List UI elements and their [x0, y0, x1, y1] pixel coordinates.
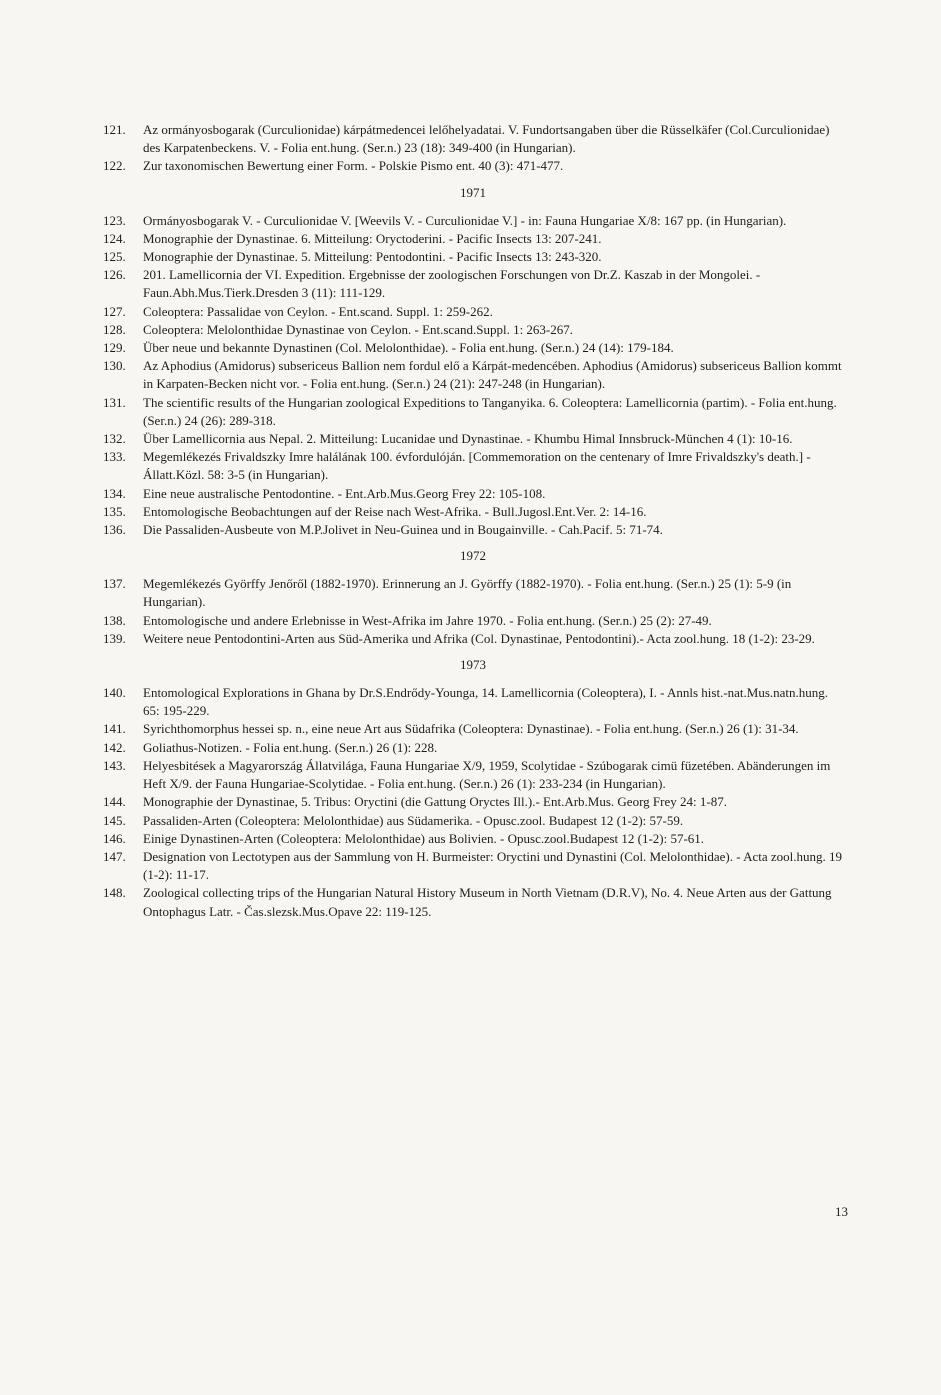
bibliography-entry: [103, 448, 843, 484]
bibliography-entry: [103, 339, 843, 357]
entry-text: Coleoptera: Melolonthidae Dynastinae von Ceylon. - Ent.scand.Suppl. 1: 263-267.: [143, 321, 574, 337]
year-heading: 1973: [460, 657, 486, 673]
entry-text: Az Aphodius (Amidorus) subsericeus Ballion nem fordul elő a Kárpát-medencében. Aphodius (Amidorus) subsericeus Ballion kommt in Karpaten-Becken nicht vor. - Folia ent.hung. (Ser.n.) 24 (21): 247-248 (in Hungarian).: [143, 358, 842, 392]
entry-text: Ormányosbogarak V. - Curculionidae V. [Weevils V. - Curculionidae V.] - in: Fauna Hungariae X/8: 167 pp. (in Hungarian).: [143, 212, 787, 228]
entry-text: The scientific results of the Hungarian zoological Expeditions to Tanganyika. 6. Coleoptera: Lamellicornia (partim). - Folia ent.hung. (Ser.n.) 24 (26): 289-318.: [143, 394, 837, 428]
bibliography-entry: [103, 575, 843, 611]
entry-number: 146.: [103, 830, 126, 846]
entry-text: Designation von Lectotypen aus der Sammlung von H. Burmeister: Oryctini und Dynastini (Col. Melolonthidae). - Acta zool.hung. 19 (1-2): 11-17.: [143, 848, 842, 883]
entry-number: 129.: [103, 340, 126, 356]
bibliography-entry: [103, 212, 843, 230]
entry-text: Monographie der Dynastinae. 5. Mitteilung: Pentodontini. - Pacific Insects 13: 243-320.: [143, 249, 602, 265]
entry-number: 124.: [103, 230, 126, 246]
entry-number: 144.: [103, 794, 126, 810]
entry-number: 140.: [103, 685, 126, 701]
bibliography-entry: [103, 739, 843, 757]
entry-text: Monographie der Dynastinae, 5. Tribus: Oryctini (die Gattung Oryctes Ill.).- Ent.Arb.Mus. Georg Frey 24: 1-87.: [143, 794, 727, 810]
bibliography-entry: [103, 266, 843, 302]
year-heading: 1972: [460, 548, 486, 564]
bibliography-entry: [103, 812, 843, 830]
bibliography-entry: [103, 303, 843, 321]
bibliography-entry: [103, 630, 843, 648]
bibliography-entry: [103, 321, 843, 339]
bibliography-entry: [103, 884, 843, 920]
entry-text: Monographie der Dynastinae. 6. Mitteilung: Oryctoderini. - Pacific Insects 13: 207-241.: [143, 230, 602, 246]
entry-text: Zoological collecting trips of the Hungarian Natural History Museum in North Vietnam (D.R.V), No. 4. Neue Arten aus der Gattung Ontophagus Latr. - Čas.slezsk.Mus.Opave 22: 119-125.: [143, 885, 832, 919]
entry-text: Goliathus-Notizen. - Folia ent.hung. (Ser.n.) 26 (1): 228.: [143, 739, 438, 755]
bibliography-entry: [103, 157, 843, 175]
page-number: 13: [835, 1204, 848, 1219]
bibliography-entry: [103, 720, 843, 738]
entry-number: 126.: [103, 267, 126, 283]
entry-number: 130.: [103, 358, 126, 374]
entry-number: 137.: [103, 576, 126, 592]
entry-number: 133.: [103, 449, 126, 465]
bibliography-list: [103, 121, 843, 921]
entry-number: 122.: [103, 158, 126, 174]
bibliography-entry: [103, 230, 843, 248]
bibliography-entry: [103, 793, 843, 811]
entry-number: 128.: [103, 321, 126, 337]
entry-text: Coleoptera: Passalidae von Ceylon. - Ent.scand. Suppl. 1: 259-262.: [143, 303, 493, 319]
entry-number: 139.: [103, 630, 126, 646]
bibliography-entry: [103, 848, 843, 884]
bibliography-entry: [103, 830, 843, 848]
bibliography-entry: [103, 521, 843, 539]
entry-number: 131.: [103, 394, 126, 410]
entry-number: 123.: [103, 212, 126, 228]
entry-number: 147.: [103, 848, 126, 864]
entry-text: Syrichthomorphus hessei sp. n., eine neue Art aus Südafrika (Coleoptera: Dynastinae). - Folia ent.hung. (Ser.n.) 26 (1): 31-34.: [143, 721, 799, 737]
bibliography-entry: [103, 485, 843, 503]
entry-text: Passaliden-Arten (Coleoptera: Melolonthidae) aus Südamerika. - Opusc.zool. Budapest 12 (1-2): 57-59.: [143, 812, 684, 828]
entry-text: Über neue und bekannte Dynastinen (Col. Melolonthidae). - Folia ent.hung. (Ser.n.) 24 (14): 179-184.: [143, 340, 674, 356]
entry-text: Entomological Explorations in Ghana by Dr.S.Endrődy-Younga, 14. Lamellicornia (Coleoptera), I. - Annls hist.-nat.Mus.natn.hung. 65: 195-229.: [143, 685, 829, 719]
entry-number: 138.: [103, 612, 126, 628]
entry-text: Einige Dynastinen-Arten (Coleoptera: Melolonthidae) aus Bolivien. - Opusc.zool.Budapest 12 (1-2): 57-61.: [143, 830, 705, 846]
bibliography-entry: [103, 248, 843, 266]
entry-text: Entomologische und andere Erlebnisse in West-Afrika im Jahre 1970. - Folia ent.hung. (Ser.n.) 25 (2): 27-49.: [143, 612, 712, 628]
bibliography-entry: [103, 394, 843, 430]
year-heading: 1971: [460, 184, 486, 200]
entry-number: 136.: [103, 522, 126, 538]
entry-number: 135.: [103, 503, 126, 519]
entry-number: 132.: [103, 431, 126, 447]
entry-text: Helyesbitések a Magyarország Állatvilága, Fauna Hungariae X/9, 1959, Scolytidae - Szúbogarak cimü füzetében. Abänderungen im Heft X/9. der Fauna Hungariae-Scolytidae. - Folia ent.hung. (Ser.n.) 26 (1): 233-234 (in Hungarian).: [143, 757, 831, 792]
entry-text: Zur taxonomischen Bewertung einer Form. - Polskie Pismo ent. 40 (3): 471-477.: [143, 158, 564, 174]
entry-number: 148.: [103, 885, 126, 901]
bibliography-entry: [103, 357, 843, 393]
entry-number: 142.: [103, 739, 126, 755]
bibliography-entry: [103, 430, 843, 448]
bibliography-entry: [103, 503, 843, 521]
entry-number: 125.: [103, 249, 126, 265]
entry-text: Megemlékezés Györffy Jenőről (1882-1970). Erinnerung an J. Györffy (1882-1970). - Folia ent.hung. (Ser.n.) 25 (1): 5-9 (in Hungarian).: [143, 576, 792, 610]
entry-number: 127.: [103, 303, 126, 319]
bibliography-entry: [103, 757, 843, 793]
bibliography-entry: [103, 612, 843, 630]
bibliography-entry: [103, 684, 843, 720]
entry-text: Megemlékezés Frivaldszky Imre halálának 100. évfordulóján. [Commemoration on the centenary of Imre Frivaldszky's death.] - Állatt.Közl. 58: 3-5 (in Hungarian).: [143, 449, 811, 483]
entry-text: 201. Lamellicornia der VI. Expedition. Ergebnisse der zoologischen Forschungen von Dr.Z. Kaszab in der Mongolei. - Faun.Abh.Mus.Tierk.Dresden 3 (11): 111-129.: [143, 267, 761, 301]
entry-number: 145.: [103, 812, 126, 828]
entry-text: Az ormányosbogarak (Curculionidae) kárpátmedencei lelőhelyadatai. V. Fundortsangaben über die Rüsselkäfer (Col.Curculionidae) des Karpatenbeckens. V. - Folia ent.hung. (Ser.n.) 23 (18): 349-400 (in Hungarian).: [143, 122, 830, 156]
entry-text: Weitere neue Pentodontini-Arten aus Süd-Amerika und Afrika (Col. Dynastinae, Pentodontini).- Acta zool.hung. 18 (1-2): 23-29.: [143, 630, 815, 646]
entry-text: Die Passaliden-Ausbeute von M.P.Jolivet in Neu-Guinea und in Bougainville. - Cah.Pacif. 5: 71-74.: [143, 522, 663, 538]
entry-text: Über Lamellicornia aus Nepal. 2. Mitteilung: Lucanidae und Dynastinae. - Khumbu Himal Innsbruck-München 4 (1): 10-16.: [143, 431, 793, 447]
entry-number: 134.: [103, 485, 126, 501]
bibliography-entry: [103, 121, 843, 157]
entry-text: Entomologische Beobachtungen auf der Reise nach West-Afrika. - Bull.Jugosl.Ent.Ver. 2: 14-16.: [143, 503, 647, 519]
entry-text: Eine neue australische Pentodontine. - Ent.Arb.Mus.Georg Frey 22: 105-108.: [143, 485, 546, 501]
entry-number: 141.: [103, 721, 126, 737]
entry-number: 121.: [103, 122, 126, 137]
entry-number: 143.: [103, 757, 126, 773]
